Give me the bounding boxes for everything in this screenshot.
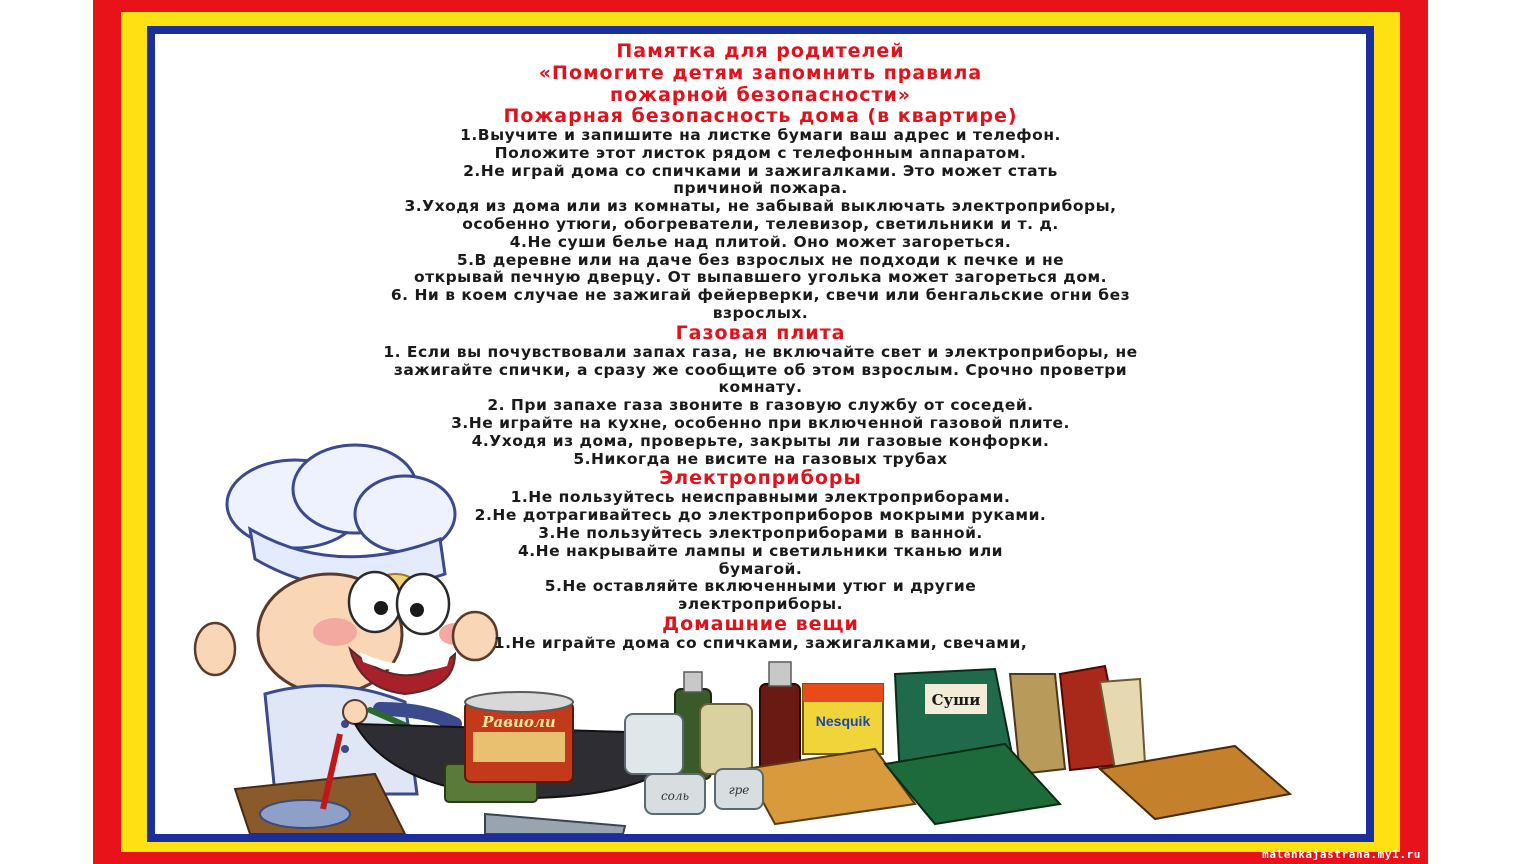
rule-line: 6. Ни в коем случае не зажигай фейерверки, свечи или бенгальские огни без bbox=[390, 286, 1131, 305]
rule-line: особенно утюги, обогреватели, телевизор, светильники и т. д. bbox=[462, 214, 1059, 233]
jar-label: гре bbox=[728, 783, 750, 797]
wrench-icon bbox=[485, 814, 625, 834]
rule-line: 5.В деревне или на даче без взрослых не подходи к печке и не bbox=[456, 250, 1065, 269]
rule-line: 2.Не играй дома со спичками и зажигалками. Это может стать bbox=[463, 161, 1058, 180]
memo-header-line3: пожарной безопасности» bbox=[609, 84, 912, 106]
salt-label: соль bbox=[660, 789, 690, 803]
nesquik-label: Nesquik bbox=[815, 713, 871, 729]
rule-line: открывай печную дверцу. От выпавшего уголька может загореться дом. bbox=[413, 268, 1108, 287]
section-title-household: Домашние вещи bbox=[662, 612, 859, 635]
rule-line: 1.Не играйте дома со спичками, зажигалками, свечами, bbox=[493, 633, 1028, 652]
sushi-book-label: Суши bbox=[931, 691, 981, 709]
rule-line: причиной пожара. bbox=[673, 179, 848, 198]
rule-line: 4.Уходя из дома, проверьте, закрыты ли газовые конфорки. bbox=[471, 431, 1050, 450]
rule-line: 1.Не пользуйтесь неисправными электроприборами. bbox=[510, 488, 1011, 507]
rule-line: бумагой. bbox=[718, 559, 803, 578]
can-label: Равиоли bbox=[482, 713, 556, 731]
rule-line: 4.Не накрывайте лампы и светильники тканью или bbox=[517, 541, 1004, 560]
rule-line: 2.Не дотрагивайтесь до электроприборов мокрыми руками. bbox=[474, 506, 1047, 525]
rule-line: 5.Не оставляйте включенными утюг и другие bbox=[544, 577, 977, 596]
section-title-home-fire: Пожарная безопасность дома (в квартире) bbox=[503, 105, 1018, 127]
memo-header-line1: Памятка для родителей bbox=[616, 40, 905, 62]
rule-line: 2. При запахе газа звоните в газовую службу от соседей. bbox=[487, 396, 1034, 415]
rule-line: 1. Если вы почувствовали запах газа, не включайте свет и электроприборы, не bbox=[383, 342, 1138, 361]
bottles-icon bbox=[625, 662, 800, 779]
rule-line: 3.Не играйте на кухне, особенно при включенной газовой плите. bbox=[451, 413, 1070, 432]
rule-line: 3.Не пользуйтесь электроприборами в ванной. bbox=[538, 523, 983, 542]
rule-line: 4.Не суши белье над плитой. Оно может загореться. bbox=[509, 232, 1012, 251]
rule-line: 3.Уходя из дома или из комнаты, не забывай выключать электроприборы, bbox=[404, 197, 1117, 216]
memo-poster bbox=[155, 34, 1366, 834]
rule-line: 5.Никогда не висите на газовых трубах bbox=[573, 449, 948, 468]
rule-line: 1.Выучите и запишите на листке бумаги ваш адрес и телефон. bbox=[460, 126, 1061, 144]
memo-header-line2: «Помогите детям запомнить правила bbox=[538, 62, 983, 84]
section-title-gas-stove: Газовая плита bbox=[675, 321, 846, 344]
watermark-url: malenkajastrana.my1.ru bbox=[1262, 848, 1421, 861]
rule-line: электроприборы. bbox=[678, 595, 843, 614]
rule-line: взрослых. bbox=[712, 303, 809, 322]
rule-line: комнату. bbox=[718, 378, 803, 397]
rule-line: зажигайте спички, а сразу же сообщите об этом взрослым. Срочно проветри bbox=[393, 360, 1128, 379]
ravioli-can-icon bbox=[465, 692, 573, 782]
section-title-electrical: Электроприборы bbox=[659, 467, 862, 490]
rule-line: Положите этот листок рядом с телефонным аппаратом. bbox=[494, 143, 1027, 162]
memo-text bbox=[155, 40, 1366, 653]
